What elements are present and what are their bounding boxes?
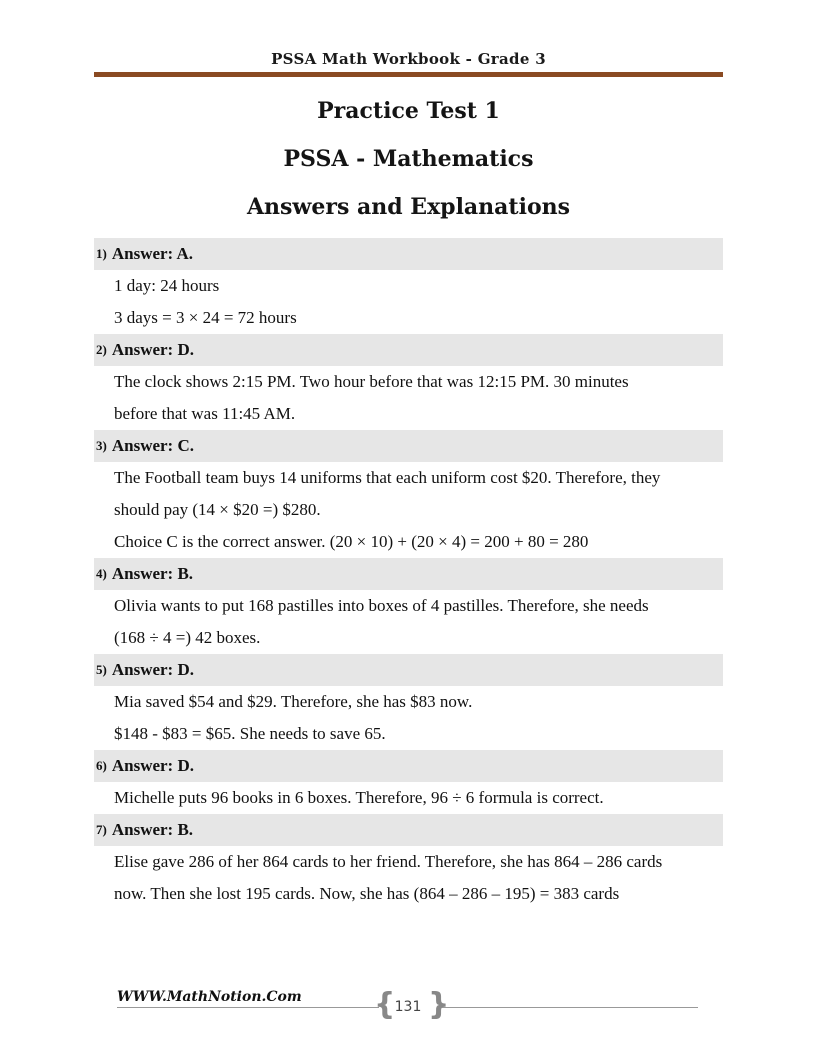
answer-heading: [94, 334, 723, 366]
answer-label: Answer: A.: [111, 244, 194, 263]
explanation-line: 3 days = 3 × 24 = 72 hours: [114, 308, 297, 327]
question-number: 5): [96, 662, 107, 677]
answer-list: [94, 238, 723, 910]
question-number: 7): [96, 822, 107, 837]
answer-label: Answer: B.: [111, 564, 194, 583]
explanation-line: Michelle puts 96 books in 6 boxes. Therefore, 96 ÷ 6 formula is correct.: [114, 788, 604, 807]
question-number: 6): [96, 758, 107, 773]
footer-rule-right: [438, 1007, 698, 1008]
footer-rule-left: [117, 1007, 379, 1008]
title-practice-test: Practice Test 1: [317, 98, 500, 124]
page-bracket-left: {: [374, 987, 396, 1022]
explanation-line: before that was 11:45 AM.: [114, 404, 296, 423]
explanation-line: Olivia wants to put 168 pastilles into boxes of 4 pastilles. Therefore, she needs: [114, 596, 649, 615]
answer-heading: [94, 558, 723, 590]
page-bracket-right: }: [428, 987, 450, 1022]
question-number: 4): [96, 566, 107, 581]
explanation-line: The Football team buys 14 uniforms that each uniform cost $20. Therefore, they: [114, 468, 661, 487]
answer-label: Answer: D.: [111, 340, 194, 359]
explanation-line: Choice C is the correct answer. (20 × 10) + (20 × 4) = 200 + 80 = 280: [114, 532, 589, 551]
footer-website: WWW.MathNotion.Com: [117, 989, 302, 1005]
explanation-line: should pay (14 × $20 =) $280.: [114, 500, 321, 519]
answer-label: Answer: D.: [111, 660, 194, 679]
page-number: 131: [394, 999, 422, 1015]
explanation-line: 1 day: 24 hours: [114, 276, 220, 295]
question-number: 2): [96, 342, 107, 357]
explanation-line: Mia saved $54 and $29. Therefore, she has $83 now.: [114, 692, 473, 711]
running-header: PSSA Math Workbook - Grade 3: [271, 50, 546, 68]
answer-heading: [94, 654, 723, 686]
question-number: 1): [96, 246, 107, 261]
title-answers-explanations: Answers and Explanations: [246, 194, 571, 220]
answer-heading: [94, 238, 723, 270]
title-subject: PSSA - Mathematics: [283, 146, 534, 172]
explanation-line: (168 ÷ 4 =) 42 boxes.: [114, 628, 261, 647]
explanation-line: The clock shows 2:15 PM. Two hour before that was 12:15 PM. 30 minutes: [114, 372, 629, 391]
answer-label: Answer: C.: [111, 436, 194, 455]
answer-heading: [94, 750, 723, 782]
explanation-line: Elise gave 286 of her 864 cards to her friend. Therefore, she has 864 – 286 cards: [114, 852, 663, 871]
explanation-line: $148 - $83 = $65. She needs to save 65.: [114, 724, 386, 743]
answer-label: Answer: B.: [111, 820, 194, 839]
answer-heading: [94, 814, 723, 846]
answer-label: Answer: D.: [111, 756, 194, 775]
answer-heading: [94, 430, 723, 462]
question-number: 3): [96, 438, 107, 453]
header-rule: [94, 72, 723, 77]
explanation-line: now. Then she lost 195 cards. Now, she has (864 – 286 – 195) = 383 cards: [114, 884, 620, 903]
